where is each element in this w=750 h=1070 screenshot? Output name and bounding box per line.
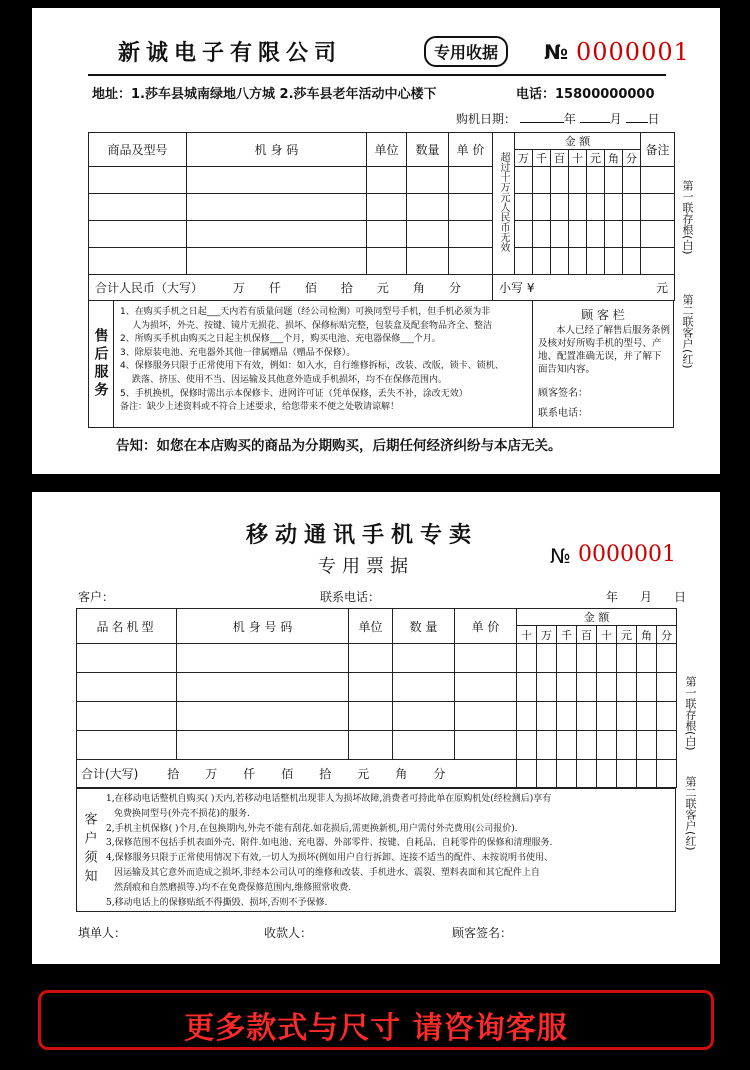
col-header-product: 商品及型号 bbox=[89, 133, 187, 167]
receipt-top bbox=[32, 8, 720, 474]
digit-jiao: 角 bbox=[637, 626, 657, 644]
customer-signature-field[interactable]: 顾客签名： bbox=[452, 926, 513, 940]
customer-panel-title: 顾 客 栏 bbox=[581, 308, 625, 322]
number-label: № bbox=[550, 544, 571, 568]
list-item: 跌落、挤压、使用不当、因运输及其他意外造成手机损坏，均不在保修范围内。 bbox=[132, 374, 448, 385]
amount-header: 金 额 bbox=[517, 609, 677, 626]
notice-label-cell bbox=[76, 788, 102, 912]
phone-value: 15800000000 bbox=[555, 87, 655, 102]
col-header-price: 单 价 bbox=[455, 609, 517, 644]
list-item: 5,移动电话上的保修贴纸不得撕毁、损坏,否则不予保修. bbox=[106, 897, 328, 908]
col-header-unit: 单位 bbox=[367, 133, 407, 167]
receipt-bottom bbox=[32, 492, 720, 964]
total-uppercase-row[interactable] bbox=[89, 275, 493, 301]
digit-yuan: 元 bbox=[587, 150, 605, 167]
number-label: № bbox=[544, 40, 569, 64]
total-units: 万 仟 佰 拾 元 角 分 bbox=[232, 281, 461, 295]
digit-fen: 分 bbox=[657, 626, 677, 644]
digit-qian: 千 bbox=[557, 626, 577, 644]
installment-notice: 告知：如您在本店购买的商品为分期购买，后期任何经济纠纷与本店无关。 bbox=[116, 438, 562, 454]
list-item: 然刮痕和自然磨损等.)均不在免费保修范围内,维修照常收费. bbox=[114, 882, 352, 893]
digit-wan: 万 bbox=[537, 626, 557, 644]
amount-header: 金 额 bbox=[515, 133, 641, 150]
filler-field[interactable]: 填单人： bbox=[78, 926, 127, 940]
col-header-model: 品名机型 bbox=[77, 609, 177, 644]
list-item: 1、在购买手机之日起___天内若有质量问题（经公司检测）可换同型号手机，但手机必须为非 bbox=[120, 307, 491, 317]
total-label: 合计人民币（大写） bbox=[95, 281, 204, 295]
banner-text: 更多款式与尺寸 请咨询客服 bbox=[184, 1011, 568, 1046]
col-header-serial: 机 身 号 码 bbox=[177, 609, 349, 644]
address-label: 地址： bbox=[92, 87, 132, 102]
serial-number: 0000001 bbox=[576, 38, 690, 66]
list-item: 3、除原装电池、充电器外其他一律属赠品（赠品不保修）。 bbox=[120, 347, 356, 358]
address-value: 1.莎车县城南绿地八方城 2.莎车县老年活动中心楼下 bbox=[131, 87, 437, 102]
table-row[interactable] bbox=[77, 731, 677, 760]
table-row[interactable] bbox=[89, 194, 675, 221]
date-year-unit: 年 bbox=[563, 112, 576, 126]
list-item: 2,手机主机保修( )个月,在包换期内,外壳不能有刮花.如花损后,需更换新机,用户需付外壳费用(公司报价). bbox=[106, 823, 518, 834]
total-label: 合计(大写) bbox=[81, 767, 139, 781]
items-table bbox=[76, 608, 677, 788]
table-row[interactable] bbox=[77, 673, 677, 702]
address-line bbox=[92, 83, 437, 102]
digit-shiwan: 十 bbox=[517, 626, 537, 644]
total-lowercase-field[interactable] bbox=[493, 275, 675, 301]
over-limit-note: 超过十万元人民币无效 bbox=[493, 133, 515, 275]
shop-title: 移动通讯手机专卖 bbox=[246, 522, 479, 548]
purchase-date bbox=[456, 110, 660, 127]
terms-list bbox=[120, 306, 530, 415]
terms-list bbox=[106, 792, 672, 910]
copy-label-2: 第二联客户(红) bbox=[684, 776, 697, 851]
contact-banner[interactable] bbox=[38, 990, 714, 1050]
list-item: 1,在移动电话整机自购买( )天内,若移动电话整机出现非人为损坏故障,消费者可持此单在原购机处(经检测后)享有 bbox=[106, 794, 552, 804]
serial-number: 0000001 bbox=[578, 542, 676, 567]
copy-label-1: 第一联存根(白) bbox=[684, 676, 697, 751]
digit-bai: 百 bbox=[551, 150, 569, 167]
date-field: 年 月 日 bbox=[606, 590, 687, 604]
contact-phone-field[interactable]: 联系电话： bbox=[320, 590, 381, 604]
table-row[interactable] bbox=[89, 248, 675, 275]
table-row[interactable] bbox=[89, 221, 675, 248]
list-item: 人为损坏，外壳、按键、镜片无损花、损坏、保修标贴完整，包装盒及配套物品齐全、整洁 bbox=[132, 320, 493, 331]
list-item: 因运输及其它意外而造成之损坏,非经本公司认可的维修和改装、手机进水、震裂、塑料表面和其它配件上自 bbox=[114, 867, 540, 878]
customer-field[interactable]: 客户： bbox=[78, 590, 115, 604]
digit-jiao: 角 bbox=[605, 150, 623, 167]
list-item: 备注：缺少上述资料或不符合上述要求，给您带来不便之处敬请谅解！ bbox=[120, 402, 400, 413]
digit-yuan: 元 bbox=[617, 626, 637, 644]
purchase-date-label: 购机日期： bbox=[456, 112, 517, 126]
col-header-qty: 数量 bbox=[407, 133, 449, 167]
table-row[interactable] bbox=[77, 702, 677, 731]
copy-label-1: 第一联存根(白) bbox=[681, 180, 694, 255]
date-day-unit: 日 bbox=[647, 112, 660, 126]
col-header-qty: 数 量 bbox=[393, 609, 455, 644]
phone-label: 电话： bbox=[516, 87, 556, 102]
header-rule bbox=[88, 74, 666, 76]
col-header-serial: 机 身 码 bbox=[187, 133, 367, 167]
list-item: 3,保修范围不包括手机表面外壳、附件.如电池、充电器、外部零件、按键、自耗品、自耗零件的保修和清理服务. bbox=[106, 838, 553, 849]
list-item: 4,保修服务只限于正常使用情况下有效,一切人为损坏(例如用户自行拆卸、连接不适当的配件、未按说明书使用、 bbox=[106, 853, 553, 864]
digit-shi: 十 bbox=[569, 150, 587, 167]
digit-shi: 十 bbox=[597, 626, 617, 644]
customer-panel-text: 本人已经了解售后服务条例及核对好所购手机的型号、产地、配置准确无误，并了解下面告知内容。 bbox=[538, 325, 671, 375]
after-sales-label: 售后服务 bbox=[92, 328, 109, 400]
col-header-unit: 单位 bbox=[349, 609, 393, 644]
small-label: 小写 ¥ bbox=[499, 281, 535, 295]
list-item: 2、所购买手机由购买之日起主机保修___个月，购买电池、充电器保修___个月。 bbox=[120, 334, 441, 345]
list-item: 4、保修服务只限于正常使用下有效，例如：如入水，自行维修拆标，改装、改版，锁卡、锁机、 bbox=[120, 361, 504, 372]
payee-field[interactable]: 收款人： bbox=[264, 926, 313, 940]
col-header-note: 备注 bbox=[641, 133, 675, 167]
items-table bbox=[88, 132, 675, 301]
total-uppercase-row[interactable] bbox=[77, 760, 517, 788]
customer-sign-field[interactable]: 顾客签名： bbox=[538, 388, 588, 399]
list-item: 免费换同型号(外壳不损花)的服务. bbox=[114, 808, 250, 819]
small-unit: 元 bbox=[656, 281, 669, 295]
digit-fen: 分 bbox=[623, 150, 641, 167]
notice-label: 客户须知 bbox=[81, 812, 97, 888]
table-row[interactable] bbox=[77, 644, 677, 673]
list-item: 5、手机换机，保修时需出示本保修卡、进网许可证（凭单保修，丢失不补，涂改无效） bbox=[120, 388, 468, 399]
total-units: 拾 万 仟 佰 拾 元 角 分 bbox=[167, 767, 446, 781]
copy-label-2: 第二联客户(红) bbox=[681, 294, 694, 369]
after-sales-label-cell bbox=[88, 300, 114, 428]
digit-wan: 万 bbox=[515, 150, 533, 167]
phone-line bbox=[516, 83, 655, 102]
col-header-price: 单 价 bbox=[449, 133, 493, 167]
customer-phone-field[interactable]: 联系电话： bbox=[538, 408, 588, 419]
table-row[interactable] bbox=[89, 167, 675, 194]
date-month-unit: 月 bbox=[609, 112, 622, 126]
company-name: 新诚电子有限公司 bbox=[118, 40, 343, 66]
digit-qian: 千 bbox=[533, 150, 551, 167]
receipt-type-badge: 专用收据 bbox=[424, 36, 508, 67]
digit-bai: 百 bbox=[577, 626, 597, 644]
receipt-subtitle: 专用票据 bbox=[318, 556, 414, 577]
